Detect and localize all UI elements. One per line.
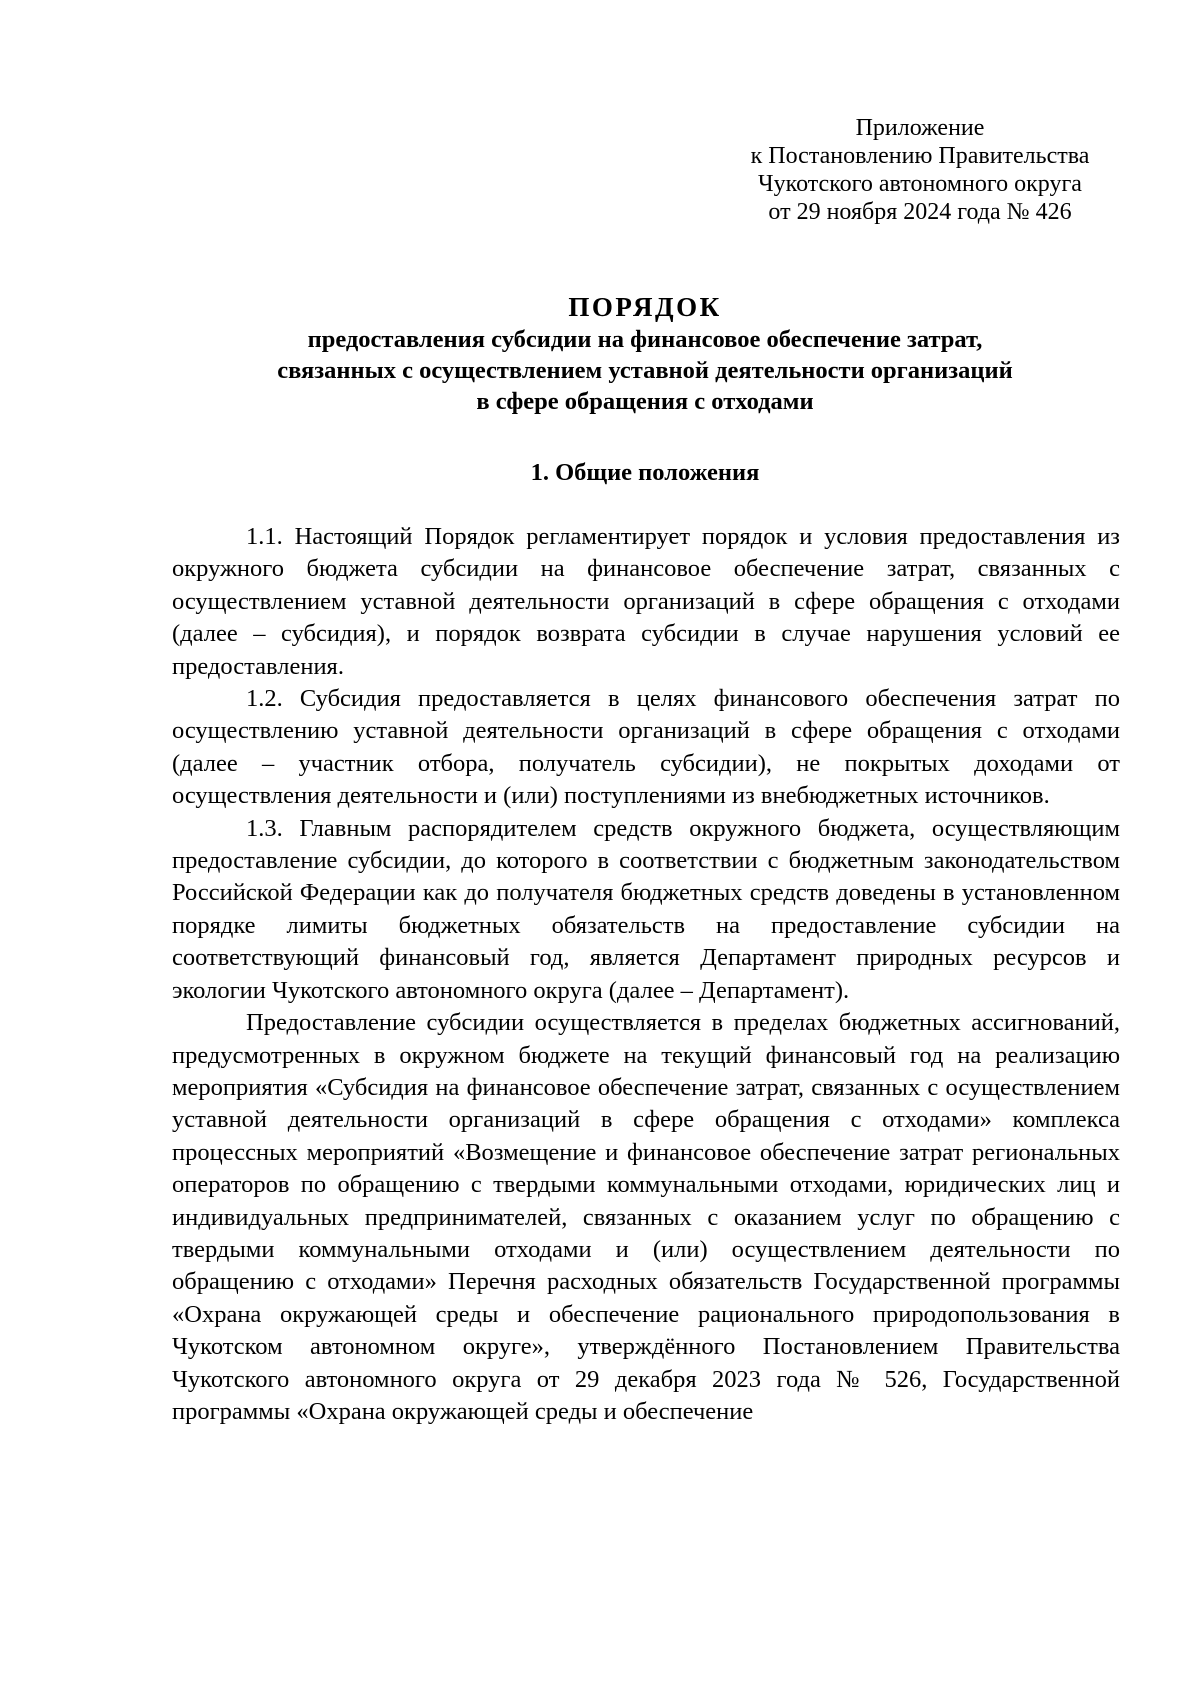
paragraph-1-3: 1.3. Главным распорядителем средств окружного бюджета, осуществляющим предоставление субсидии, до которого в соответствии с бюджетным законодательством Российской Федерации как до получателя бюджетных средств доведены в установленном порядке лимиты бюджетных обязательств на предоставление субсидии на соответствующий финансовый год, является Департамент природных ресурсов и экологии Чукотского автономного округа (далее – Департамент). [172,814,1120,1004]
paragraph-1-2: 1.2. Субсидия предоставляется в целях финансового обеспечения затрат по осуществлению уставной деятельности организаций в сфере обращения с отходами (далее – участник отбора, получатель субсидии), не покрытых доходами от осуществления деятельности и (или) поступлениями из внебюджетных источников. [172,685,1120,810]
document-title [170,290,1120,417]
appendix-line: от 29 ноября 2024 года № 426 [768,199,1072,225]
appendix-header [735,114,1105,226]
appendix-line: Чукотского автономного округа [758,171,1082,197]
title-main: ПОРЯДОК [568,292,722,322]
title-sub-line: предоставления субсидии на финансовое обеспечение затрат, [307,326,983,353]
appendix-line: к Постановлению Правительства [750,143,1090,169]
section-heading: 1. Общие положения [530,459,760,486]
paragraph-funding: Предоставление субсидии осуществляется в пределах бюджетных ассигнований, предусмотренных в окружном бюджете на текущий финансовый год на реализацию мероприятия «Субсидия на финансовое обеспечение затрат, связанных с осуществлением уставной деятельности организаций в сфере обращения с отходами» комплекса процессных мероприятий «Возмещение и финансовое обеспечение затрат региональных операторов по обращению с твердыми коммунальными отходами, юридических лиц и индивидуальных предпринимателей, связанных с оказанием услуг по обращению с твердыми коммунальными отходами и (или) осуществлением деятельности по обращению с отходами» Перечня расходных обязательств Государственной программы «Охрана окружающей среды и обеспечение рационального природопользования в Чукотском автономном округе», утверждённого Постановлением Правительства Чукотского автономного округа от 29 декабря 2023 года № 526, Государственной программы «Охрана окружающей среды и обеспечение [172,1009,1120,1425]
title-sub-line: связанных с осуществлением уставной деятельности организаций [277,357,1013,384]
paragraph-1-1: 1.1. Настоящий Порядок регламентирует порядок и условия предоставления из окружного бюджета субсидии на финансовое обеспечение затрат, связанных с осуществлением уставной деятельности организаций в сфере обращения с отходами (далее – субсидия), и порядок возврата субсидии в случае нарушения условий ее предоставления. [172,523,1120,680]
section-body [172,521,1120,1428]
appendix-line: Приложение [855,115,985,141]
title-sub-line: в сфере обращения с отходами [476,388,814,415]
